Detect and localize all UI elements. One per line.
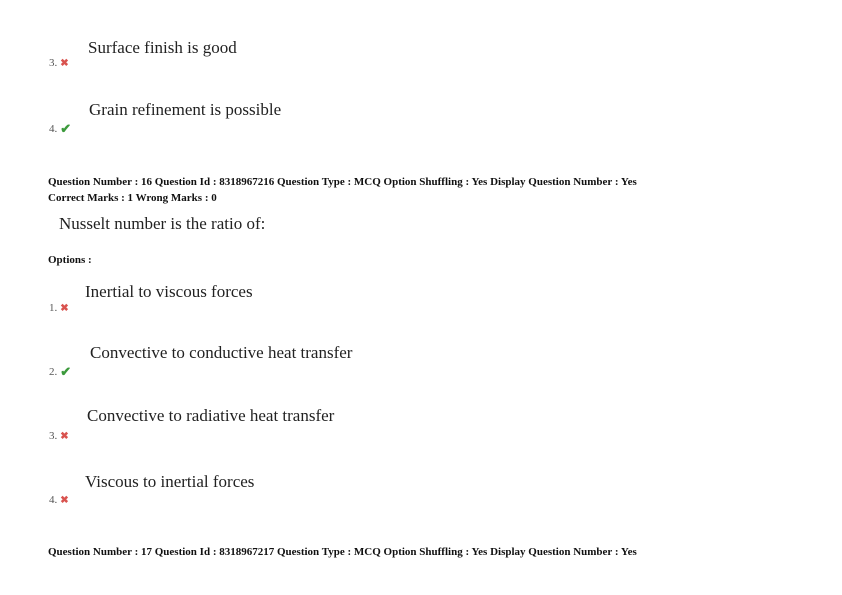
question-text: Nusselt number is the ratio of:: [59, 214, 266, 233]
cross-icon: ✖: [60, 494, 69, 506]
option-number-label: 1.: [49, 302, 58, 314]
option-text: Viscous to inertial forces: [85, 472, 255, 491]
option-number: [49, 364, 71, 380]
cross-icon: ✖: [60, 302, 69, 314]
option-text: Convective to conductive heat transfer: [90, 343, 353, 362]
option-number: [49, 430, 69, 442]
question-marks: Correct Marks : 1 Wrong Marks : 0: [48, 192, 217, 204]
option-number-label: 4.: [49, 494, 58, 506]
option-number-label: 3.: [49, 57, 58, 69]
option-number-label: 2.: [49, 366, 58, 378]
option-text: Surface finish is good: [88, 38, 237, 57]
cross-icon: ✖: [60, 430, 69, 442]
option-number-label: 3.: [49, 430, 58, 442]
option-number: [49, 494, 69, 506]
option-text: Grain refinement is possible: [89, 100, 282, 119]
check-icon: ✔: [60, 121, 72, 136]
question-meta: Question Number : 16 Question Id : 8318967216 Question Type : MCQ Option Shuffling : Yes Display Question Number : Yes: [48, 176, 637, 188]
check-icon: ✔: [60, 364, 72, 379]
option-number: [49, 57, 69, 69]
option-number: [49, 302, 69, 314]
option-text: Inertial to viscous forces: [85, 282, 253, 301]
options-label: Options :: [48, 254, 92, 266]
option-number: [49, 121, 71, 137]
question-meta: Question Number : 17 Question Id : 8318967217 Question Type : MCQ Option Shuffling : Yes Display Question Number : Yes: [48, 546, 637, 558]
option-number-label: 4.: [49, 123, 58, 135]
option-text: Convective to radiative heat transfer: [87, 406, 335, 425]
cross-icon: ✖: [60, 57, 69, 69]
